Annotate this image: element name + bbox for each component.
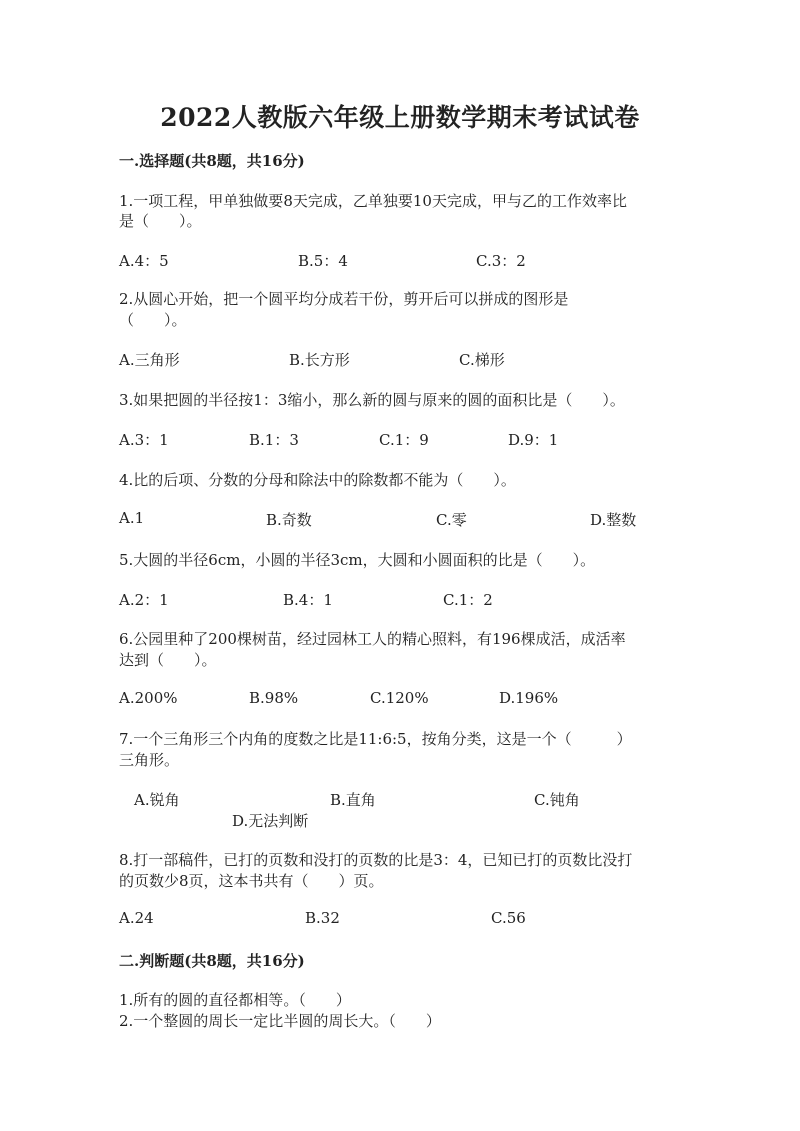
question-6-text-cont: 达到（ ）。 — [119, 651, 217, 669]
question-1-option-c: C.3：2 — [476, 252, 526, 270]
question-1-text-cont: 是（ ）。 — [119, 212, 202, 230]
question-6-option-b: B.98% — [249, 689, 299, 707]
question-6-option-c: C.120% — [370, 689, 429, 707]
judgment-2-text: 2.一个整圆的周长一定比半圆的周长大。（ ） — [119, 1012, 441, 1030]
question-5-option-b: B.4：1 — [283, 591, 333, 609]
question-7-option-b: B.直角 — [330, 791, 376, 809]
question-6-option-a: A.200% — [119, 689, 178, 707]
judgment-1-text: 1.所有的圆的直径都相等。（ ） — [119, 991, 351, 1009]
question-4-option-c: C.零 — [436, 511, 467, 529]
question-7-option-a: A.锐角 — [134, 791, 180, 809]
question-8-option-c: C.56 — [491, 909, 526, 927]
question-4-option-b: B.奇数 — [266, 511, 312, 529]
question-2-text-cont: （ ）。 — [119, 311, 187, 329]
question-3-option-b: B.1：3 — [249, 431, 299, 449]
question-3-text: 3.如果把圆的半径按1：3缩小，那么新的圆与原来的圆的面积比是（ ）。 — [119, 391, 625, 409]
question-5-option-c: C.1：2 — [443, 591, 493, 609]
question-3-option-d: D.9：1 — [508, 431, 559, 449]
question-2-option-a: A.三角形 — [119, 351, 180, 369]
section-heading-judgment: 二.判断题(共8题，共16分) — [119, 952, 305, 970]
question-3-option-a: A.3：1 — [119, 431, 169, 449]
question-7-option-d: D.无法判断 — [232, 812, 309, 830]
question-4-option-a: A.1 — [119, 509, 145, 527]
question-3-option-c: C.1：9 — [379, 431, 429, 449]
question-6-text: 6.公园里种了200棵树苗，经过园林工人的精心照料，有196棵成活，成活率 — [119, 630, 626, 648]
question-2-option-b: B.长方形 — [289, 351, 350, 369]
question-8-option-b: B.32 — [305, 909, 340, 927]
question-8-option-a: A.24 — [119, 909, 154, 927]
question-5-text: 5.大圆的半径6cm，小圆的半径3cm，大圆和小圆面积的比是（ ）。 — [119, 551, 596, 569]
question-4-option-d: D.整数 — [590, 511, 637, 529]
question-6-option-d: D.196% — [499, 689, 559, 707]
section-heading-choice: 一.选择题(共8题，共16分) — [119, 152, 305, 170]
question-7-text-cont: 三角形。 — [119, 751, 180, 769]
question-7-text: 7.一个三角形三个内角的度数之比是11:6:5，按角分类，这是一个（ ） — [119, 730, 632, 748]
question-7-option-c: C.钝角 — [534, 791, 580, 809]
question-8-text: 8.打一部稿件，已打的页数和没打的页数的比是3：4，已知已打的页数比没打 — [119, 851, 633, 869]
question-5-option-a: A.2：1 — [119, 591, 169, 609]
page-title: 2022人教版六年级上册数学期末考试试卷 — [160, 103, 640, 132]
question-1-text: 1.一项工程，甲单独做要8天完成，乙单独要10天完成，甲与乙的工作效率比 — [119, 192, 627, 210]
question-2-text: 2.从圆心开始，把一个圆平均分成若干份，剪开后可以拼成的图形是 — [119, 290, 569, 308]
question-1-option-b: B.5：4 — [298, 252, 348, 270]
question-8-text-cont: 的页数少8页，这本书共有（ ）页。 — [119, 872, 384, 890]
question-1-option-a: A.4：5 — [119, 252, 169, 270]
question-4-text: 4.比的后项、分数的分母和除法中的除数都不能为（ ）。 — [119, 471, 516, 489]
question-2-option-c: C.梯形 — [459, 351, 505, 369]
